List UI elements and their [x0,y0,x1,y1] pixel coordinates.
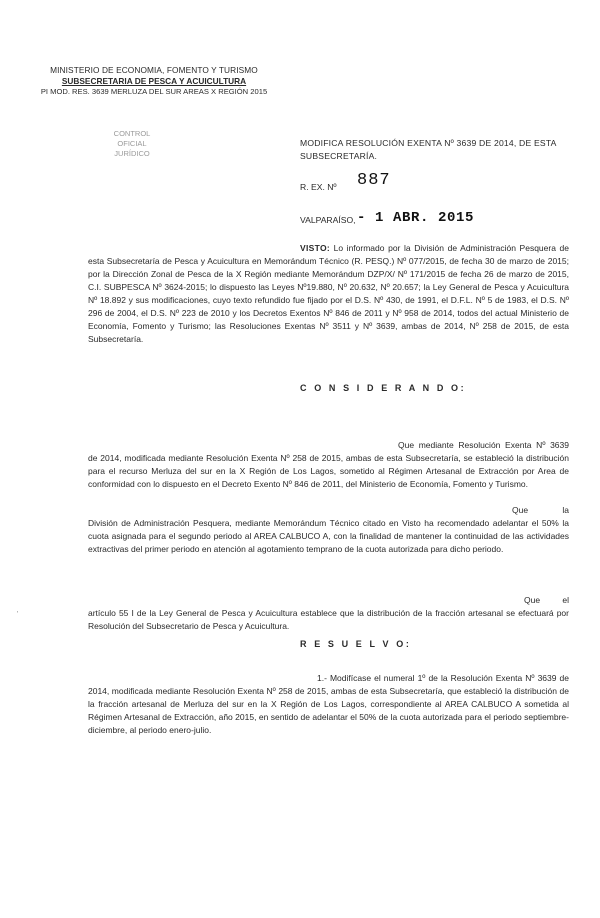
place-date-line [300,210,475,226]
resolution-label: R. EX. Nº [300,182,337,192]
document-subject: MODIFICA RESOLUCIÓN EXENTA Nº 3639 DE 2014, DE ESTA SUBSECRETARÍA. [300,138,557,161]
date-stamp: - 1 ABR. 2015 [357,210,475,226]
considerando-text-3: Que el artículo 55 I de la Ley General de Pesca y Acuicultura establece que la distribución de la fracción artesanal se efectuará por Resolución del Subsecretario de Pesca y Acuicultura. [88,595,569,632]
considerando-paragraph-1 [88,439,569,491]
considerando-text-2: Que la División de Administración Pesquera, mediante Memorándum Técnico citado en Visto ha recomendado adelantar el 50% la cuota asignada para el segundo periodo al AREA CALBUCO A, con la finalidad de mantener la continuidad de las actividades extractivas del primer periodo en atención al agotamiento temprano de la cuota autorizada para dicho periodo. [88,505,569,555]
stamp-line-2: JURÍDICO [114,149,150,158]
resolution-number: 887 [357,171,391,190]
ministry-name: MINISTERIO DE ECONOMIA, FOMENTO Y TURISMO [50,65,258,75]
considerando-paragraph-2 [88,504,569,556]
resuelvo-text-1: 1.- Modifícase el numeral 1º de la Resolución Exenta Nº 3639 de 2014, modificada mediante Resolución Exenta Nº 258 de 2015, ambas de esta Subsecretaría, que estableció la distribución de la fracción artesanal de Merluza del sur en la X Región de Los Lagos, correspondiente al AREA CALBUCO A sometida al Régimen Artesanal de Extracción, año 2015, en sentido de adelantar el 50% de la cuota autorizada para el periodo septiembre-diciembre, al periodo enero-julio. [88,673,569,736]
visto-label: VISTO: [300,243,330,253]
letterhead [34,65,274,96]
subsecretaria-name: SUBSECRETARIA DE PESCA Y ACUICULTURA [61,76,247,86]
considerando-paragraph-3 [88,594,569,633]
considerando-heading: C O N S I D E R A N D O: [300,383,467,393]
resolution-number-line [300,171,391,192]
file-reference: PI MOD. RES. 3639 MERLUZA DEL SUR AREAS X REGIÓN 2015 [40,87,268,96]
visto-paragraph [88,242,569,346]
margin-mark: ' [17,611,19,618]
resuelvo-item-1 [88,672,569,737]
visto-text: Lo informado por la División de Administración Pesquera de esta Subsecretaría de Pesca y Acuicultura en Memorándum Técnico (R. PESQ.) Nº 077/2015, de fecha 30 de marzo de 2015; por la Dirección Zonal de Pesca de la X Región mediante Memorándum DZP/X/ Nº 171/2015 de fecha 26 de marzo de 2015, C.I. SUBPESCA Nº 3624-2015; lo dispuesto las Leyes Nº19.880, Nº 20.632, Nº 20.657; la Ley General de Pesca y Acuicultura Nº 18.892 y sus modificaciones, cuyo texto refundido fue fijado por el D.S. Nº 430, de 1991, el D.F.L. Nº 5 de 1983, el D.S. Nº 296 de 2004, el D.S. Nº 223 de 2010 y los Decretos Exentos Nº 846 de 2011 y Nº 958 de 2014, todos del actual Ministerio de Economía, Fomento y Turismo; las Resoluciones Exentas Nº 3511 y Nº 3639, ambas de 2014, Nº 258 de 2015, de esta Subsecretaría. [88,243,569,345]
place-city: VALPARAÍSO, [300,215,356,225]
considerando-text-1: Que mediante Resolución Exenta Nº 3639 de 2014, modificada mediante Resolución Exenta Nº 258 de 2015, ambas de esta Subsecretaría, se estableció la distribución para el recurso Merluza del sur en la X Región de Los Lagos, sometido al Régimen Artesanal de Extracción por Area de conformidad con lo dispuesto en el Decreto Exento Nº 846 de 2011, del Ministerio de Economía, Fomento y Turismo. [88,440,569,490]
stamp-line-1: CONTROL OFICIAL [113,129,151,148]
resuelvo-heading: R E S U E L V O: [300,639,412,649]
control-stamp [103,125,161,159]
